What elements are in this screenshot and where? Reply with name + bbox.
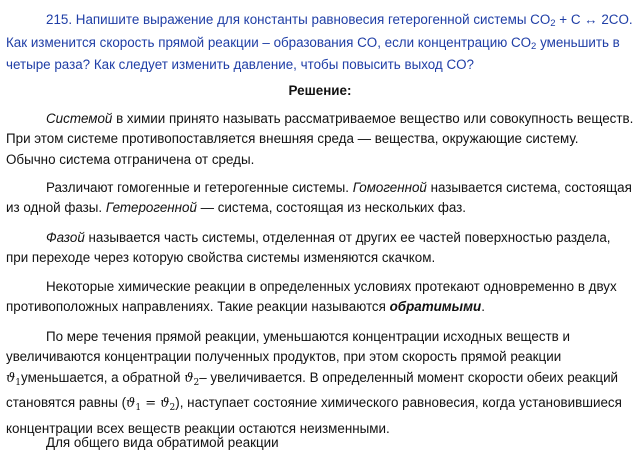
rate-symbol: ϑ: [6, 370, 16, 386]
paragraph-line: при переходе через которую свойства системы изменяются скачком.: [6, 250, 436, 266]
paragraph-line: [6, 198, 634, 218]
rate-symbol: ϑ: [184, 370, 194, 386]
line-text: в химии принято называть рассматриваемое вещество или совокупность веществ.: [112, 111, 634, 126]
term-homogeneous: Гомогенной: [352, 180, 427, 195]
paragraph-system: [6, 109, 634, 170]
paragraph-line: [6, 109, 634, 129]
line-text: называется система, состоящая: [426, 180, 632, 195]
rate-symbol: ϑ: [126, 396, 136, 412]
line-text: Различают гомогенные и гетерогенные системы.: [46, 180, 353, 195]
task-subscript: 2: [531, 40, 537, 52]
line-text: .: [481, 299, 485, 315]
line-text: называется часть системы, отделенная от других ее частей поверхностью раздела,: [84, 230, 611, 245]
rate-subscript: 1: [15, 377, 22, 388]
paragraph-phase: [6, 228, 634, 269]
task-text-1: 215. Напишите выражение для константы равновесия гетерогенной системы CO: [46, 12, 551, 27]
paragraph-line: [6, 178, 634, 198]
paragraph-general-form: [6, 433, 634, 453]
paragraph-line: [6, 393, 634, 418]
term-reversible: обратимыми: [389, 299, 482, 315]
paragraph-equilibrium: [6, 327, 634, 439]
solution-heading: Решение:: [288, 83, 352, 98]
paragraph-homogeneous: [6, 178, 634, 219]
line-text: ), наступает состояние химического равновесия, когда установившиеся: [175, 395, 622, 411]
equilibrium-arrow-icon: ↔: [584, 12, 598, 27]
line-text: — система, состоящая из нескольких фаз.: [196, 200, 466, 216]
equals-sign: =: [141, 396, 161, 412]
rate-subscript: 2: [169, 403, 176, 414]
line-text: из одной фазы.: [6, 200, 106, 216]
paragraph-line: концентрации всех веществ реакции остаются неизменными.: [6, 420, 390, 436]
task-text-3: 2CO. Как изменится скорость прямой реакции – образования CO, если концентрацию CO: [6, 12, 633, 50]
task-text-2: + C: [555, 12, 585, 27]
task-subscript: 2: [550, 18, 556, 29]
rate-subscript: 1: [135, 403, 142, 414]
paragraph-reversible: [6, 277, 634, 318]
paragraph-line: При этом системе противопоставляется внешняя среда — вещества, окружающие систему.: [6, 131, 579, 147]
line-text: противоположных направлениях. Такие реакции называются: [6, 299, 390, 315]
paragraph-line: [6, 368, 634, 393]
line-text: становятся равны (: [6, 395, 127, 411]
term-phase: Фазой: [46, 230, 85, 245]
rate-symbol: ϑ: [160, 396, 170, 412]
task-statement: [6, 11, 634, 75]
line-text: – увеличивается. В определенный момент скорости обеих реакций: [199, 369, 619, 385]
paragraph-line: Для общего вида обратимой реакции: [46, 435, 279, 450]
term-system: Системой: [46, 111, 113, 126]
paragraph-line: [6, 297, 634, 317]
paragraph-line: увеличиваются концентрации полученных продуктов, при этом скорость прямой реакции: [6, 349, 562, 365]
rate-subscript: 2: [193, 377, 200, 388]
paragraph-line: Обычно система отграничена от среды.: [6, 151, 255, 167]
term-heterogeneous: Гетерогенной: [105, 200, 197, 216]
task-text-4: уменьшить в четыре раза? Как следует изменить давление, чтобы повысить выход CO?: [6, 34, 620, 72]
paragraph-line: По мере течения прямой реакции, уменьшаются концентрации исходных веществ и: [46, 329, 570, 344]
paragraph-line: [6, 228, 634, 248]
line-text: уменьшается, а обратной: [21, 369, 185, 385]
paragraph-line: Некоторые химические реакции в определенных условиях протекают одновременно в двух: [46, 279, 617, 294]
